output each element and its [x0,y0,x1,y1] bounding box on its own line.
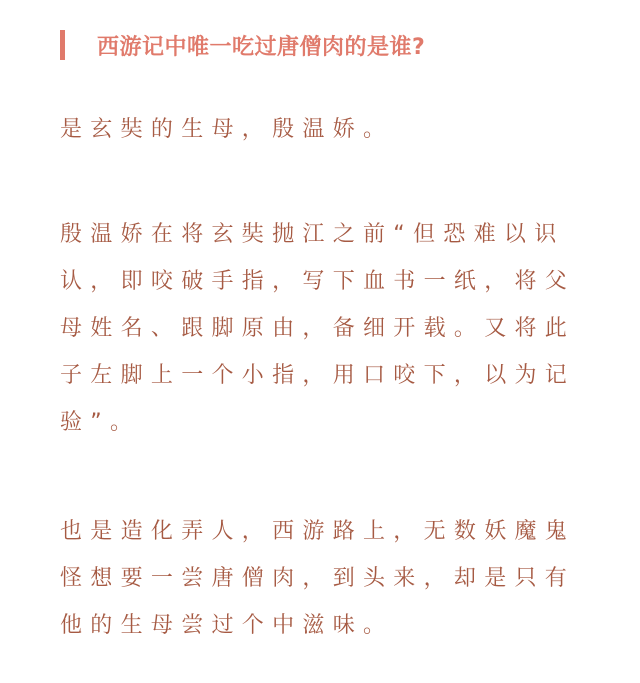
paragraph-line: 子左脚上一个小指，用口咬下，以为记 [60,363,576,388]
paragraph-line: 母姓名、跟脚原由，备细开载。又将此 [60,316,576,341]
paragraph-line: 认，即咬破手指，写下血书一纸，将父 [60,269,576,294]
paragraph-1 [60,106,590,153]
paragraph-line: 怪想要一尝唐僧肉，到头来，却是只有 [60,566,576,591]
paragraph-3 [60,508,590,649]
article-heading [60,28,425,62]
paragraph-line: 也是造化弄人，西游路上，无数妖魔鬼 [60,519,576,544]
heading-title: 西游记中唯一吃过唐僧肉的是谁? [97,34,426,60]
paragraph-line: 验”。 [60,410,141,435]
paragraph-2 [60,211,590,446]
paragraph-line: 殷温娇在将玄奘抛江之前“但恐难以识 [60,222,565,247]
paragraph-line: 他的生母尝过个中滋味。 [60,613,394,638]
paragraph-line: 是玄奘的生母，殷温娇。 [60,117,394,142]
heading-accent-bar [60,30,65,60]
